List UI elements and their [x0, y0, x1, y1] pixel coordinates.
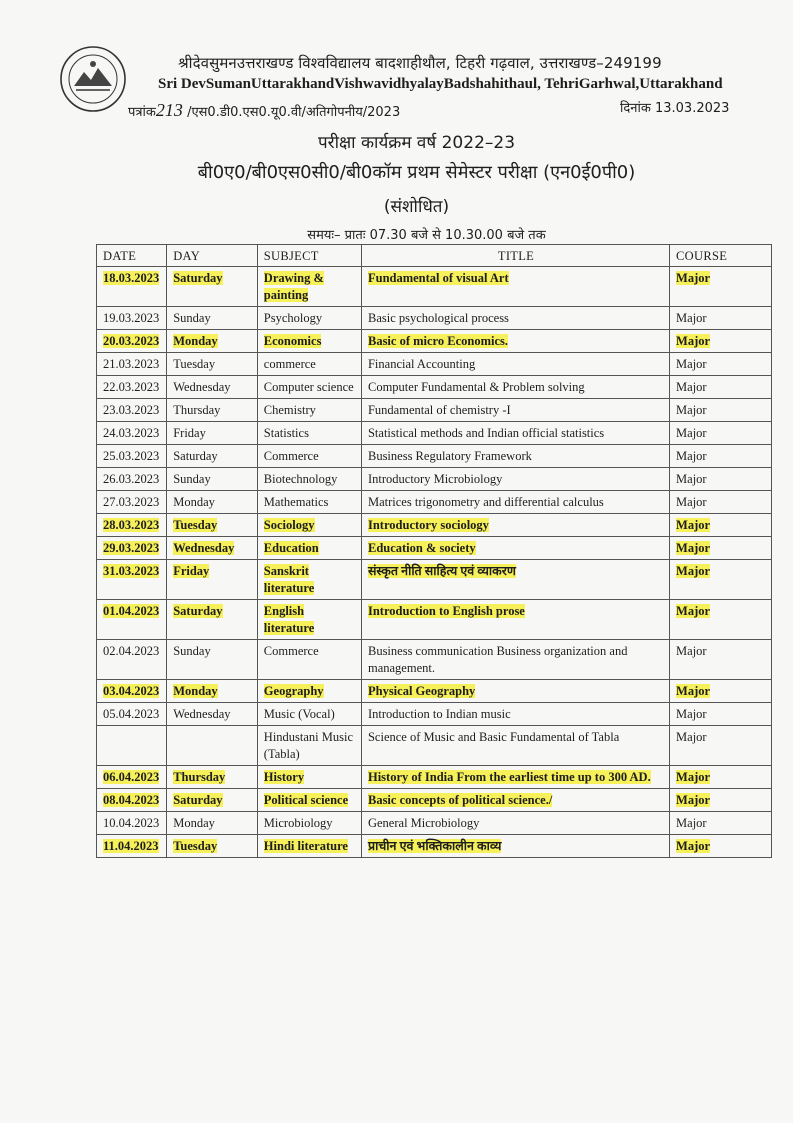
- cell-subject: [257, 703, 361, 726]
- exam-timing: समयः– प्रातः 07.30 बजे से 10.30.00 बजे तक: [307, 228, 546, 243]
- cell-date: [97, 600, 167, 640]
- cell-title-text: Fundamental of visual Art: [367, 271, 509, 285]
- cell-course-text: Major: [676, 730, 707, 744]
- cell-subject: [257, 726, 361, 766]
- table-row: [97, 330, 772, 353]
- cell-date: [97, 330, 167, 353]
- cell-date: [97, 353, 167, 376]
- cell-subject: [257, 445, 361, 468]
- cell-subject: [257, 560, 361, 600]
- ref-rest: /एस0.डी0.एस0.यू0.वी/अतिगोपनीय/2023: [187, 105, 401, 120]
- cell-day: [167, 399, 258, 422]
- cell-subject: [257, 835, 361, 858]
- cell-title-text: Introductory Microbiology: [367, 472, 503, 486]
- cell-day: [167, 680, 258, 703]
- header-day: DAY: [167, 245, 258, 267]
- cell-subject-text: Hindi literature: [263, 839, 348, 853]
- cell-title-text: Introductory sociology: [367, 518, 489, 532]
- cell-subject: [257, 600, 361, 640]
- cell-subject-text: Drawing & painting: [263, 271, 324, 302]
- cell-course-text: Major: [676, 564, 711, 578]
- cell-subject-text: commerce: [263, 357, 316, 371]
- cell-day: [167, 560, 258, 600]
- cell-date: [97, 560, 167, 600]
- university-name-english: Sri DevSumanUttarakhandVishwavidhyalayBadshahithaul, TehriGarhwal,Uttarakhand: [158, 76, 723, 92]
- cell-title-text: संस्कृत नीति साहित्य एवं व्याकरण: [367, 564, 516, 578]
- cell-subject: [257, 514, 361, 537]
- cell-subject: [257, 537, 361, 560]
- cell-course-text: Major: [676, 495, 707, 509]
- cell-course-text: Major: [676, 357, 707, 371]
- ref-prefix: पत्रांक: [128, 105, 156, 120]
- cell-title-text: Introduction to English prose: [367, 604, 525, 618]
- exam-program-title: परीक्षा कार्यक्रम वर्ष 2022–23: [317, 133, 516, 153]
- cell-title-text: Computer Fundamental & Problem solving: [367, 380, 585, 394]
- cell-date: [97, 399, 167, 422]
- cell-date: [97, 766, 167, 789]
- cell-course-text: Major: [676, 770, 711, 784]
- cell-course: [670, 514, 772, 537]
- cell-course: [670, 330, 772, 353]
- cell-title: [361, 835, 669, 858]
- university-name-hindi: श्रीदेवसुमनउत्तराखण्ड विश्वविद्यालय बादशाहीथौल, टिहरी गढ़वाल, उत्तराखण्ड–249199: [178, 54, 662, 72]
- cell-date-text: 06.04.2023: [103, 770, 160, 784]
- cell-title-text: Financial Accounting: [367, 357, 476, 371]
- cell-title: [361, 600, 669, 640]
- cell-title: [361, 267, 669, 307]
- cell-date-text: 19.03.2023: [103, 311, 160, 325]
- cell-date-text: 29.03.2023: [103, 541, 160, 555]
- cell-date: [97, 376, 167, 399]
- table-row: [97, 353, 772, 376]
- cell-day-text: Wednesday: [173, 707, 231, 721]
- cell-day: [167, 307, 258, 330]
- cell-title: [361, 514, 669, 537]
- table-row: [97, 600, 772, 640]
- cell-day: [167, 703, 258, 726]
- table-header-row: [97, 245, 772, 267]
- cell-subject: [257, 353, 361, 376]
- cell-course-text: Major: [676, 839, 711, 853]
- cell-day-text: Thursday: [173, 403, 221, 417]
- cell-day: [167, 353, 258, 376]
- cell-date-text: 01.04.2023: [103, 604, 160, 618]
- cell-title: [361, 353, 669, 376]
- cell-course: [670, 560, 772, 600]
- cell-subject-text: Hindustani Music (Tabla): [263, 730, 354, 761]
- exam-course-title: बी0ए0/बी0एस0सी0/बी0कॉम प्रथम सेमेस्टर परीक्षा (एन0ई0पी0): [197, 162, 636, 183]
- cell-course-text: Major: [676, 271, 711, 285]
- cell-title: [361, 726, 669, 766]
- cell-day-text: Sunday: [173, 644, 211, 658]
- table-row: [97, 789, 772, 812]
- table-row: [97, 399, 772, 422]
- cell-day-text: Sunday: [173, 472, 211, 486]
- cell-day-text: Wednesday: [173, 380, 231, 394]
- cell-subject-text: Psychology: [263, 311, 323, 325]
- cell-course: [670, 835, 772, 858]
- cell-date-text: 27.03.2023: [103, 495, 160, 509]
- table-row: [97, 703, 772, 726]
- cell-course-text: Major: [676, 449, 707, 463]
- table-row: [97, 640, 772, 680]
- cell-day: [167, 600, 258, 640]
- cell-subject-text: Computer science: [263, 380, 354, 394]
- cell-subject-text: Statistics: [263, 426, 309, 440]
- cell-date-text: 08.04.2023: [103, 793, 160, 807]
- cell-subject: [257, 812, 361, 835]
- cell-day: [167, 445, 258, 468]
- cell-date: [97, 812, 167, 835]
- cell-title: [361, 789, 669, 812]
- cell-title: [361, 399, 669, 422]
- cell-course: [670, 789, 772, 812]
- cell-day: [167, 766, 258, 789]
- cell-day: [167, 835, 258, 858]
- table-row: [97, 376, 772, 399]
- cell-subject-text: Political science: [263, 793, 349, 807]
- cell-title: [361, 422, 669, 445]
- cell-date-text: 24.03.2023: [103, 426, 160, 440]
- cell-course: [670, 680, 772, 703]
- cell-day: [167, 267, 258, 307]
- table-row: [97, 812, 772, 835]
- cell-title: [361, 376, 669, 399]
- cell-subject-text: Economics: [263, 334, 322, 348]
- cell-day-text: Saturday: [173, 793, 223, 807]
- cell-course-text: Major: [676, 334, 711, 348]
- university-logo-icon: [58, 44, 128, 114]
- cell-date-text: 28.03.2023: [103, 518, 160, 532]
- cell-day: [167, 812, 258, 835]
- cell-title-text: Science of Music and Basic Fundamental of Tabla: [367, 730, 620, 744]
- cell-course-text: Major: [676, 426, 707, 440]
- cell-day-text: Tuesday: [173, 839, 218, 853]
- cell-date-text: 22.03.2023: [103, 380, 160, 394]
- header-date: DATE: [97, 245, 167, 267]
- cell-course-text: Major: [676, 793, 711, 807]
- cell-subject: [257, 399, 361, 422]
- cell-subject: [257, 640, 361, 680]
- cell-day-text: Saturday: [173, 271, 223, 285]
- cell-subject: [257, 491, 361, 514]
- cell-date-text: 18.03.2023: [103, 271, 160, 285]
- cell-day-text: Monday: [173, 495, 215, 509]
- table-row: [97, 726, 772, 766]
- table-row: [97, 560, 772, 600]
- cell-course: [670, 640, 772, 680]
- cell-title-text: Basic of micro Economics.: [367, 334, 509, 348]
- cell-date: [97, 640, 167, 680]
- cell-day-text: Monday: [173, 816, 215, 830]
- cell-subject: [257, 422, 361, 445]
- cell-title: [361, 330, 669, 353]
- cell-course-text: Major: [676, 380, 707, 394]
- cell-date-text: 26.03.2023: [103, 472, 160, 486]
- cell-title-text: Business communication Business organization and management.: [367, 644, 628, 675]
- cell-day: [167, 640, 258, 680]
- cell-subject-text: Commerce: [263, 449, 319, 463]
- cell-day-text: Thursday: [173, 770, 226, 784]
- cell-course: [670, 376, 772, 399]
- cell-subject: [257, 330, 361, 353]
- cell-title-text: Statistical methods and Indian official statistics: [367, 426, 605, 440]
- cell-subject-text: History: [263, 770, 305, 784]
- cell-title-text: Introduction to Indian music: [367, 707, 511, 721]
- cell-title: [361, 812, 669, 835]
- cell-title-text: General Microbiology: [367, 816, 480, 830]
- header-course: COURSE: [670, 245, 772, 267]
- cell-course: [670, 468, 772, 491]
- header-title: TITLE: [361, 245, 669, 267]
- date-value: 13.03.2023: [654, 101, 730, 116]
- cell-date-text: 02.04.2023: [103, 644, 160, 658]
- cell-title-text: Business Regulatory Framework: [367, 449, 532, 463]
- cell-title-text: History of India From the earliest time up to 300 AD.: [367, 770, 651, 784]
- cell-course-text: Major: [676, 816, 707, 830]
- table-row: [97, 514, 772, 537]
- cell-title: [361, 766, 669, 789]
- cell-subject: [257, 376, 361, 399]
- cell-title-text: Physical Geography: [367, 684, 476, 698]
- cell-subject-text: Mathematics: [263, 495, 329, 509]
- table-row: [97, 267, 772, 307]
- cell-subject: [257, 468, 361, 491]
- cell-course: [670, 267, 772, 307]
- cell-title: [361, 445, 669, 468]
- cell-day: [167, 330, 258, 353]
- cell-date-text: 20.03.2023: [103, 334, 160, 348]
- cell-date: [97, 422, 167, 445]
- cell-subject-text: Biotechnology: [263, 472, 338, 486]
- cell-day: [167, 514, 258, 537]
- cell-day: [167, 468, 258, 491]
- cell-title-text: Basic psychological process: [367, 311, 509, 325]
- table-row: [97, 766, 772, 789]
- cell-course-text: Major: [676, 684, 711, 698]
- table-row: [97, 491, 772, 514]
- cell-course-text: Major: [676, 541, 711, 555]
- cell-day-text: Sunday: [173, 311, 211, 325]
- cell-course-text: Major: [676, 644, 707, 658]
- cell-date: [97, 835, 167, 858]
- cell-title: [361, 491, 669, 514]
- cell-subject-text: Commerce: [263, 644, 319, 658]
- cell-course: [670, 766, 772, 789]
- cell-course: [670, 726, 772, 766]
- cell-date: [97, 703, 167, 726]
- cell-title-text: Fundamental of chemistry -I: [367, 403, 511, 417]
- cell-date: [97, 514, 167, 537]
- cell-course: [670, 307, 772, 330]
- table-row: [97, 445, 772, 468]
- cell-day-text: Monday: [173, 684, 218, 698]
- cell-course: [670, 600, 772, 640]
- cell-subject-text: Chemistry: [263, 403, 316, 417]
- cell-date-text: 03.04.2023: [103, 684, 160, 698]
- cell-date: [97, 468, 167, 491]
- cell-course-text: Major: [676, 707, 707, 721]
- cell-subject-text: Microbiology: [263, 816, 333, 830]
- cell-day-text: Monday: [173, 334, 218, 348]
- cell-subject: [257, 267, 361, 307]
- cell-date-text: 05.04.2023: [103, 707, 160, 721]
- cell-title: [361, 468, 669, 491]
- cell-date: [97, 537, 167, 560]
- cell-day: [167, 537, 258, 560]
- revised-label: (संशोधित): [383, 197, 450, 217]
- cell-date-text: 21.03.2023: [103, 357, 160, 371]
- cell-date: [97, 726, 167, 766]
- cell-course-text: Major: [676, 403, 707, 417]
- table-row: [97, 680, 772, 703]
- cell-title: [361, 307, 669, 330]
- table-row: [97, 307, 772, 330]
- cell-title-text: Basic concepts of political science./: [367, 793, 553, 807]
- cell-course-text: Major: [676, 311, 707, 325]
- cell-course: [670, 703, 772, 726]
- cell-subject-text: Music (Vocal): [263, 707, 335, 721]
- cell-course-text: Major: [676, 518, 711, 532]
- cell-day: [167, 422, 258, 445]
- cell-title-text: Matrices trigonometry and differential calculus: [367, 495, 604, 509]
- cell-title-text: प्राचीन एवं भक्तिकालीन काव्य: [367, 839, 502, 853]
- cell-date: [97, 307, 167, 330]
- table-row: [97, 422, 772, 445]
- cell-day-text: Friday: [173, 564, 210, 578]
- cell-date-text: 11.04.2023: [103, 839, 159, 853]
- cell-subject-text: Education: [263, 541, 319, 555]
- cell-subject-text: Sociology: [263, 518, 315, 532]
- cell-day-text: Saturday: [173, 449, 218, 463]
- cell-subject-text: Sanskrit literature: [263, 564, 315, 595]
- cell-date-text: 31.03.2023: [103, 564, 160, 578]
- cell-date: [97, 789, 167, 812]
- cell-course: [670, 422, 772, 445]
- table-row: [97, 537, 772, 560]
- header-subject: SUBJECT: [257, 245, 361, 267]
- cell-title: [361, 680, 669, 703]
- cell-day-text: Tuesday: [173, 518, 218, 532]
- cell-date: [97, 267, 167, 307]
- cell-course: [670, 445, 772, 468]
- cell-title: [361, 537, 669, 560]
- cell-course: [670, 537, 772, 560]
- cell-course: [670, 812, 772, 835]
- cell-course-text: Major: [676, 472, 707, 486]
- cell-course: [670, 491, 772, 514]
- ref-number-handwritten: 213: [155, 100, 183, 120]
- cell-title-text: Education & society: [367, 541, 476, 555]
- cell-date: [97, 445, 167, 468]
- cell-day: [167, 491, 258, 514]
- exam-schedule-table: [96, 244, 772, 858]
- cell-subject: [257, 680, 361, 703]
- cell-date: [97, 680, 167, 703]
- cell-date-text: 25.03.2023: [103, 449, 160, 463]
- cell-day: [167, 376, 258, 399]
- cell-subject-text: English literature: [263, 604, 315, 635]
- cell-date: [97, 491, 167, 514]
- cell-course-text: Major: [676, 604, 711, 618]
- cell-title: [361, 640, 669, 680]
- cell-day-text: Tuesday: [173, 357, 216, 371]
- cell-title: [361, 703, 669, 726]
- cell-subject-text: Geography: [263, 684, 324, 698]
- cell-day: [167, 789, 258, 812]
- cell-course: [670, 399, 772, 422]
- table-row: [97, 468, 772, 491]
- letter-date: [620, 98, 729, 116]
- cell-subject: [257, 766, 361, 789]
- date-label: दिनांक: [620, 101, 651, 116]
- cell-day-text: Friday: [173, 426, 206, 440]
- table-row: [97, 835, 772, 858]
- cell-day: [167, 726, 258, 766]
- cell-title: [361, 560, 669, 600]
- cell-day-text: Wednesday: [173, 541, 235, 555]
- cell-day-text: Saturday: [173, 604, 223, 618]
- reference-number: [128, 100, 400, 121]
- cell-date-text: 10.04.2023: [103, 816, 160, 830]
- cell-subject: [257, 307, 361, 330]
- cell-subject: [257, 789, 361, 812]
- cell-course: [670, 353, 772, 376]
- table-body: [97, 267, 772, 858]
- cell-date-text: 23.03.2023: [103, 403, 160, 417]
